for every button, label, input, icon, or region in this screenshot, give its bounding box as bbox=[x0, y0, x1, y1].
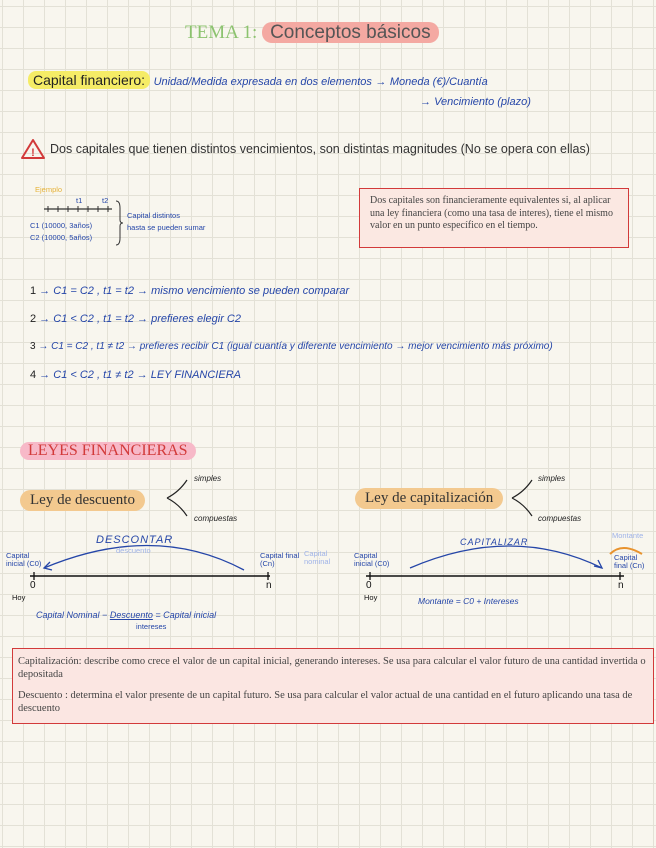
final-capital-label: Capital final (Cn) bbox=[260, 551, 300, 568]
warning-text: Dos capitales que tienen distintos vencimientos, son distintas magnitudes (No se opera con ellas) bbox=[50, 142, 590, 156]
discount-arrow-sublabel: descuento bbox=[116, 546, 151, 555]
warning-note bbox=[20, 138, 590, 160]
comparison-result: prefieres elegir C2 bbox=[151, 313, 241, 325]
example-sketch bbox=[30, 186, 210, 250]
brace-icon bbox=[115, 200, 123, 246]
section-heading: LEYES FINANCIERAS bbox=[20, 442, 196, 460]
branch-simple: simples bbox=[194, 474, 222, 483]
initial-capital-label: Capital inicial (C0) bbox=[6, 551, 42, 568]
initial-capital-label: Capital inicial (C0) bbox=[354, 551, 390, 568]
example-note-1: Capital distintos bbox=[127, 211, 180, 220]
timeline-end: n bbox=[266, 580, 272, 591]
timeline-start: 0 bbox=[30, 580, 36, 591]
discount-law-title: Ley de descuento bbox=[20, 490, 145, 511]
formula-discount: Descuento bbox=[109, 610, 153, 620]
example-c1: C1 (10000, 3años) bbox=[30, 221, 93, 230]
capitalization-definition: Capitalización: describe como crece el valor de un capital inicial, generando intereses. Se usa para calcular el valor futuro de una cantidad invertida o depositada bbox=[18, 656, 646, 680]
comparison-row: 3 → C1 = C2 , t1 ≠ t2 → prefieres recibir C1 (igual cuantía y diferente vencimiento → mejor vencimiento más próximo) bbox=[30, 341, 553, 352]
comparison-number: 4 bbox=[30, 369, 37, 381]
formula-nominal: Capital Nominal bbox=[36, 610, 100, 620]
discount-definition: Descuento : determina el valor presente de un capital futuro. Se usa para calcular el valor actual de una cantidad en el futuro aplicando una tasa de descuento bbox=[18, 690, 633, 714]
arrow-icon: → bbox=[420, 96, 431, 108]
nominal-capital-note: Capital nominal bbox=[304, 549, 331, 566]
comparison-condition: C1 < C2 , t1 = t2 bbox=[53, 313, 134, 325]
minus-sign: − bbox=[102, 610, 108, 620]
timeline-sketch bbox=[42, 203, 114, 215]
montante-note: Montante bbox=[612, 531, 644, 540]
comparison-result: prefieres recibir C1 (igual cuantía y diferente vencimiento → mejor vencimiento más próximo) bbox=[139, 341, 553, 352]
comparison-number: 2 bbox=[30, 313, 37, 325]
discount-formula bbox=[36, 610, 216, 620]
equivalence-infobox bbox=[359, 188, 629, 248]
formula-sublabel: intereses bbox=[136, 622, 167, 631]
comparison-row: 4 → C1 < C2 , t1 ≠ t2 → LEY FINANCIERA bbox=[30, 369, 241, 381]
warning-icon bbox=[20, 138, 46, 160]
capitalization-law-title: Ley de capitalización bbox=[355, 488, 503, 509]
formula-result: = Capital inicial bbox=[155, 610, 217, 620]
comparison-result: LEY FINANCIERA bbox=[150, 369, 241, 381]
title-prefix: TEMA 1: bbox=[185, 22, 258, 43]
capital-definition-text: Unidad/Medida expresada en dos elementos bbox=[153, 76, 372, 88]
timeline-end: n bbox=[618, 580, 624, 591]
capitalization-formula: Montante = C0 + Intereses bbox=[418, 596, 519, 606]
capitalization-timeline bbox=[352, 530, 652, 630]
comparison-row: 1 → C1 = C2 , t1 = t2 → mismo vencimiento se pueden comparar bbox=[30, 285, 350, 297]
capital-element-2-row bbox=[420, 96, 531, 108]
discount-timeline bbox=[4, 530, 334, 640]
capital-element-1: Moneda (€)/Cuantía bbox=[389, 76, 488, 88]
comparison-row: 2 → C1 < C2 , t1 = t2 → prefieres elegir C2 bbox=[30, 313, 241, 325]
comparison-condition: C1 < C2 , t1 ≠ t2 bbox=[53, 369, 134, 381]
capital-element-2: Vencimiento (plazo) bbox=[434, 96, 531, 108]
comparison-number: 3 bbox=[30, 341, 36, 352]
example-c2: C2 (10000, 5años) bbox=[30, 233, 93, 242]
timeline-start-label: Hoy bbox=[364, 593, 378, 602]
definitions-box bbox=[12, 648, 654, 724]
svg-text:!: ! bbox=[31, 147, 35, 159]
branch-simple: simples bbox=[538, 474, 566, 483]
comparison-number: 1 bbox=[30, 285, 37, 297]
timeline-start-label: Hoy bbox=[12, 593, 26, 602]
arrow-icon: → bbox=[375, 76, 387, 88]
infobox-text: Dos capitales son financieramente equivalentes si, al aplicar una ley financiera (como una tasa de interes), tiene el mismo valor en un punto específico en el tiempo. bbox=[370, 195, 613, 231]
timeline-start: 0 bbox=[366, 580, 372, 591]
example-mark-1: t1 bbox=[76, 196, 83, 205]
comparison-condition: C1 = C2 , t1 = t2 bbox=[53, 285, 134, 297]
capital-definition bbox=[28, 72, 488, 90]
branch-compound: compuestas bbox=[538, 514, 582, 523]
example-label: Ejemplo bbox=[35, 185, 63, 194]
title-text: Conceptos básicos bbox=[262, 22, 439, 43]
final-capital-label: Capital final (Cn) bbox=[614, 553, 645, 570]
branch-compound: compuestas bbox=[194, 514, 238, 523]
capitalize-arrow-label: CAPITALIZAR bbox=[460, 537, 529, 547]
discount-arrow-label: DESCONTAR bbox=[96, 534, 174, 546]
page-title bbox=[185, 22, 439, 44]
comparison-condition: C1 = C2 , t1 ≠ t2 bbox=[51, 341, 125, 352]
example-note-2: hasta se pueden sumar bbox=[127, 223, 206, 232]
capital-label: Capital financiero: bbox=[28, 71, 150, 89]
example-mark-2: t2 bbox=[102, 196, 109, 205]
comparison-result: mismo vencimiento se pueden comparar bbox=[151, 285, 350, 297]
